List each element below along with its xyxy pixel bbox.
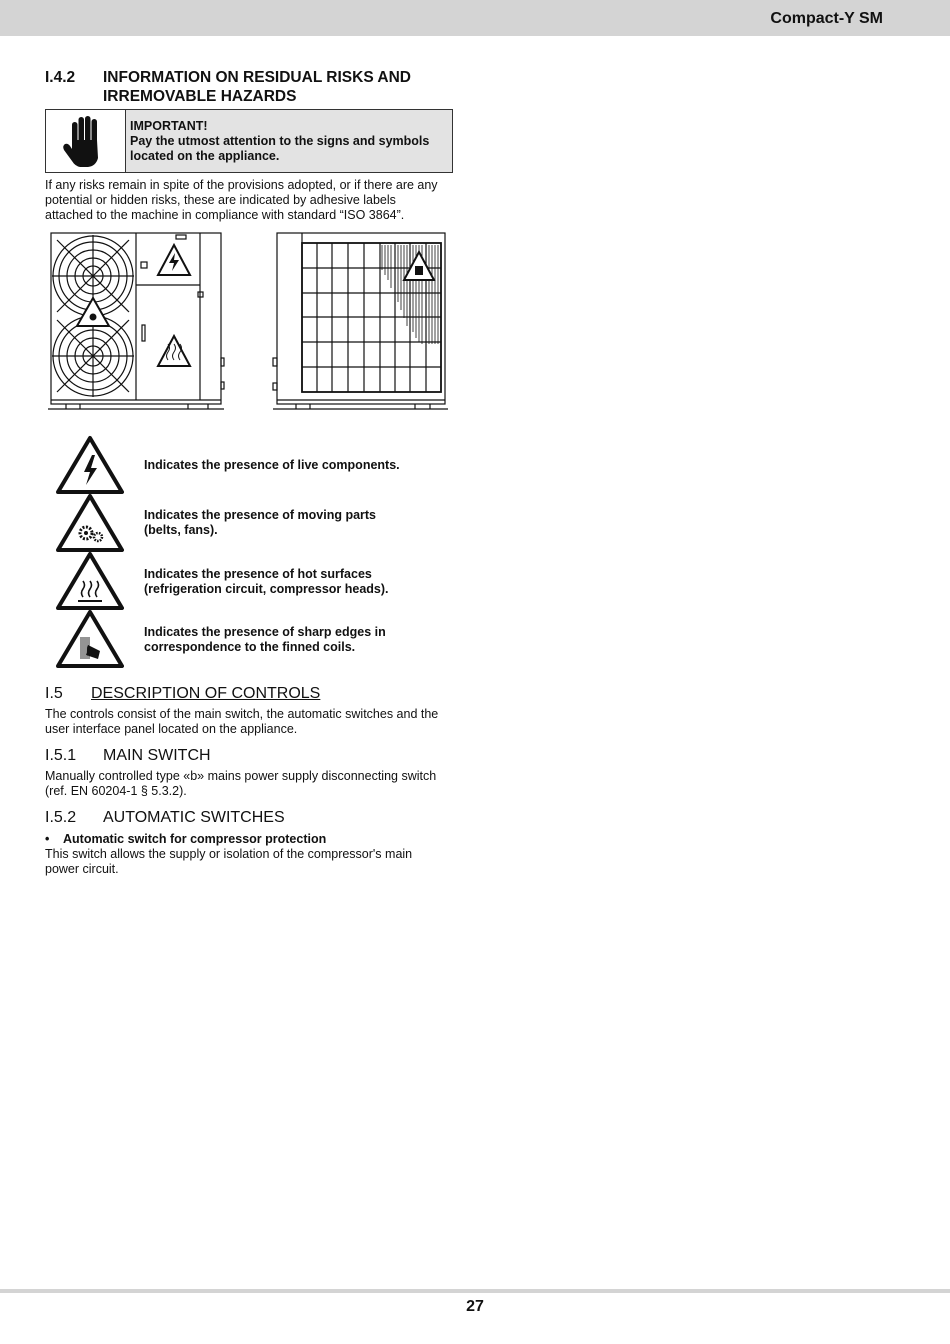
section-number: I.4.2 <box>45 69 76 86</box>
moving-parts-hazard-icon <box>56 493 124 553</box>
page-number: 27 <box>466 1298 484 1315</box>
bullet: • <box>45 832 50 846</box>
controls-line2: user interface panel located on the appliance. <box>45 722 298 736</box>
hot-surface-hazard-icon <box>56 551 124 611</box>
header-bar <box>0 0 950 36</box>
section-title-151: MAIN SWITCH <box>103 747 211 764</box>
footer-rule <box>0 1289 950 1293</box>
document-title: Compact-Y SM <box>770 10 883 27</box>
important-label: IMPORTANT! <box>130 119 208 133</box>
intro-line1: If any risks remain in spite of the provisions adopted, or if there are any <box>45 178 438 192</box>
sign-1-line1: Indicates the presence of live components. <box>144 458 400 472</box>
section-number-152: I.5.2 <box>45 809 77 826</box>
sign-3-line1: Indicates the presence of hot surfaces <box>144 567 372 581</box>
hand-stop-icon <box>46 110 125 172</box>
important-line2: Pay the utmost attention to the signs and symbols <box>130 134 430 148</box>
unit-front-drawing <box>48 230 228 412</box>
intro-line2: potential or hidden risks, these are indicated by adhesive labels <box>45 193 396 207</box>
main-switch-line1: Manually controlled type «b» mains power supply disconnecting switch <box>45 769 437 783</box>
section-number-151: I.5.1 <box>45 747 77 764</box>
sign-4-line2: correspondence to the finned coils. <box>144 640 356 654</box>
section-title-15: DESCRIPTION OF CONTROLS <box>91 685 321 702</box>
auto-switch-title: Automatic switch for compressor protection <box>63 832 327 846</box>
hand-cell <box>46 110 126 172</box>
important-text-cell <box>126 110 452 172</box>
important-notice <box>45 109 453 173</box>
sign-2-line2: (belts, fans). <box>144 523 218 537</box>
section-number-15: I.5 <box>45 685 63 702</box>
sign-4-line1: Indicates the presence of sharp edges in <box>144 625 386 639</box>
sign-3-line2: (refrigeration circuit, compressor heads). <box>144 582 389 596</box>
section-title-152: AUTOMATIC SWITCHES <box>103 809 285 826</box>
section-title-line1: INFORMATION ON RESIDUAL RISKS AND <box>103 69 411 86</box>
sharp-edges-hazard-icon <box>56 609 124 669</box>
unit-side-drawing <box>270 230 450 412</box>
electrical-hazard-icon <box>56 435 124 495</box>
section-title-line2: IRREMOVABLE HAZARDS <box>103 88 297 105</box>
sign-2-line1: Indicates the presence of moving parts <box>144 508 377 522</box>
intro-line3: attached to the machine in compliance with standard “ISO 3864”. <box>45 208 405 222</box>
auto-switch-line2: power circuit. <box>45 862 119 876</box>
auto-switch-line1: This switch allows the supply or isolation of the compressor's main <box>45 847 413 861</box>
main-switch-line2: (ref. EN 60204-1 § 5.3.2). <box>45 784 187 798</box>
controls-line1: The controls consist of the main switch, the automatic switches and the <box>45 707 439 721</box>
important-line3: located on the appliance. <box>130 149 280 163</box>
